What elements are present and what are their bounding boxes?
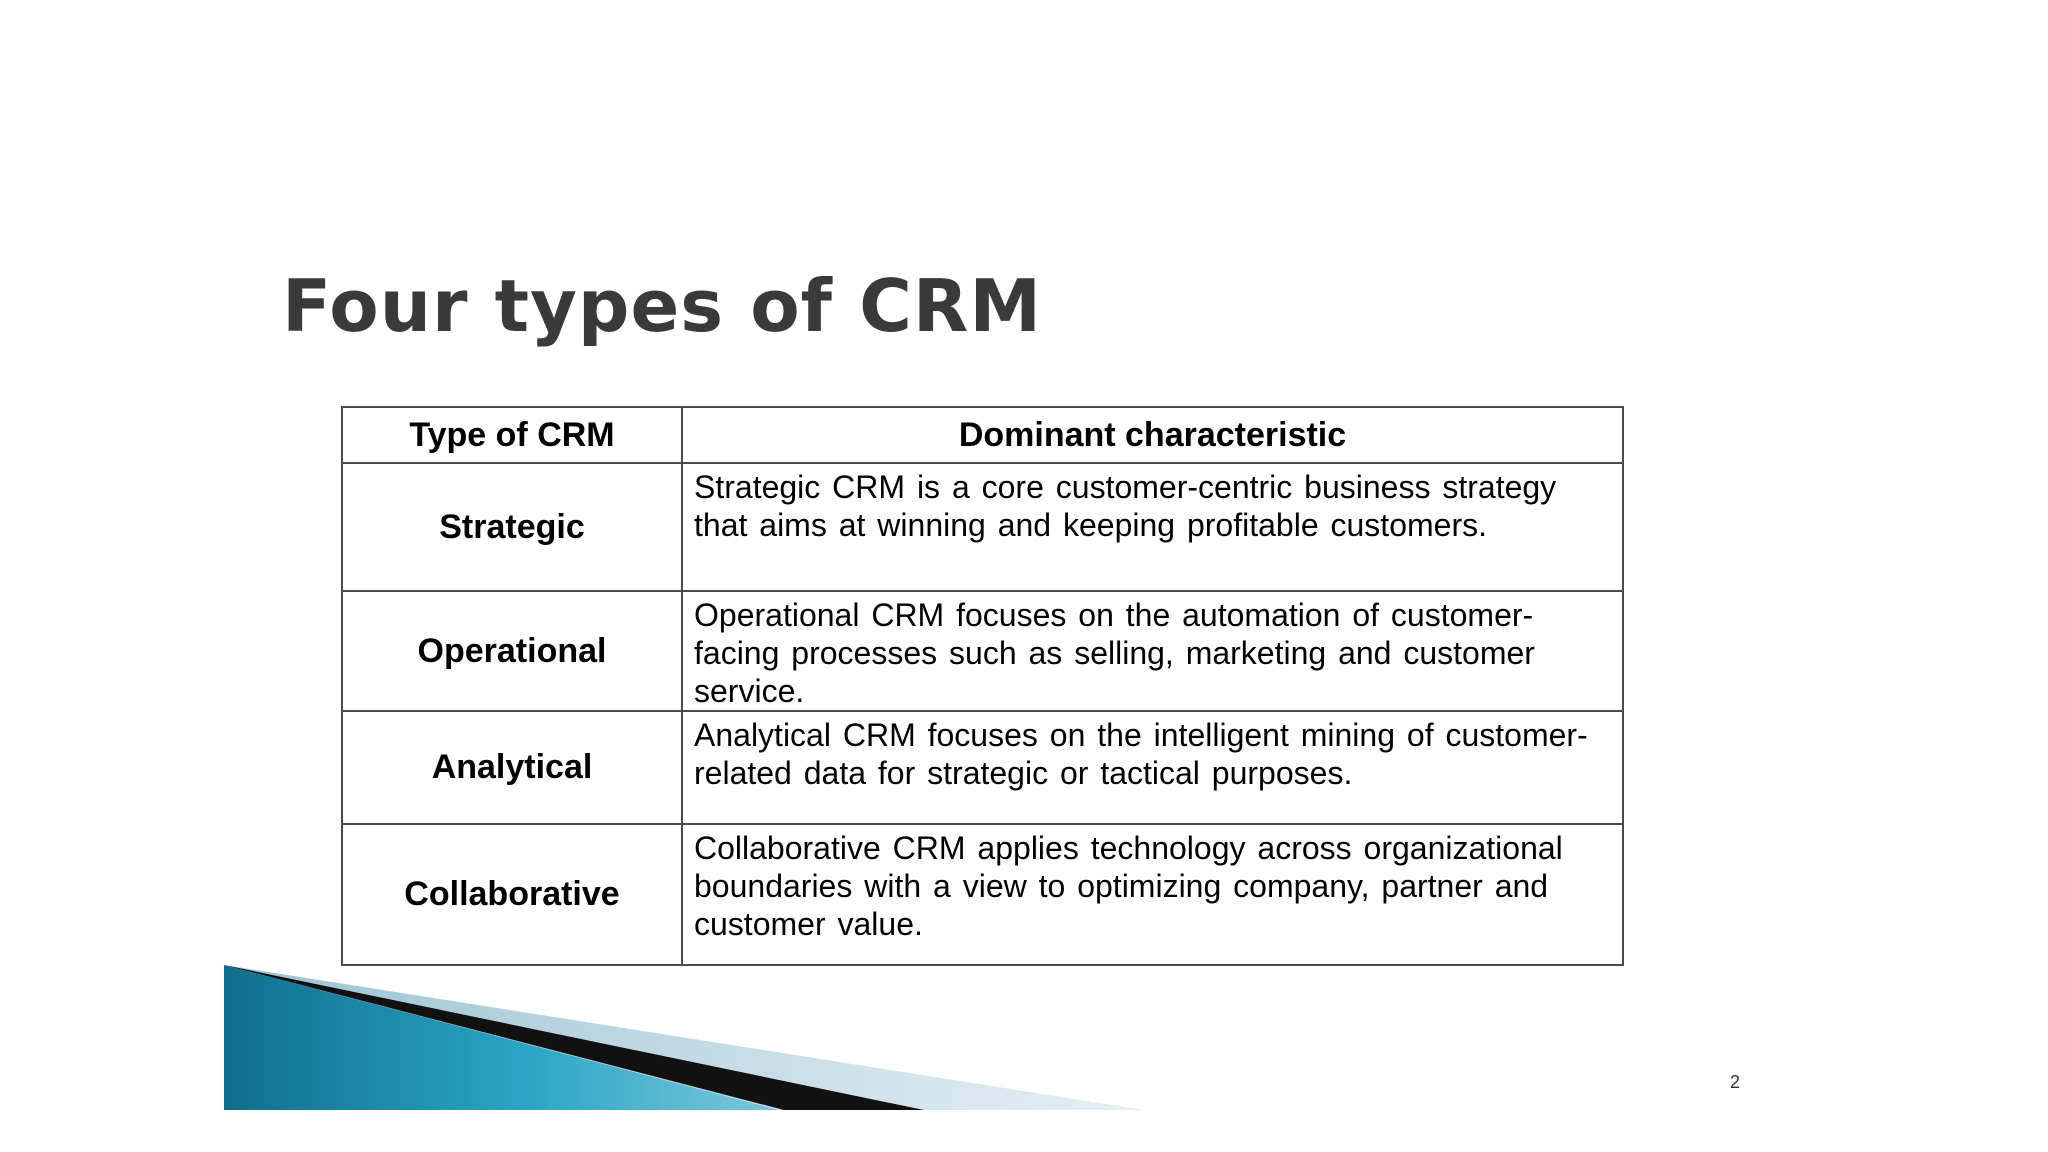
table-row [342,591,1623,711]
table-header-row [342,407,1623,463]
crm-type-cell: Strategic [342,463,682,591]
table-row [342,463,1623,591]
crm-type-cell: Collaborative [342,824,682,965]
crm-characteristic-cell: Analytical CRM focuses on the intelligent mining of customer-related data for strategic or tactical purposes. [682,711,1623,824]
crm-types-table [341,406,1624,966]
header-type-of-crm: Type of CRM [342,407,682,463]
crm-type-cell: Analytical [342,711,682,824]
crm-characteristic-cell: Operational CRM focuses on the automation of customer-facing processes such as selling, marketing and customer service. [682,591,1623,711]
page-number: 2 [1730,1072,1741,1092]
crm-characteristic-cell: Collaborative CRM applies technology across organizational boundaries with a view to optimizing company, partner and customer value. [682,824,1623,965]
crm-characteristic-cell: Strategic CRM is a core customer-centric business strategy that aims at winning and keeping profitable customers. [682,463,1623,591]
wedge-teal-shape [224,965,779,1110]
table-row [342,824,1623,965]
table-row [342,711,1623,824]
crm-type-cell: Operational [342,591,682,711]
header-dominant-characteristic: Dominant characteristic [682,407,1623,463]
decorative-wedge-graphic [224,965,1144,1110]
slide-title: Four types of CRM [282,264,1042,348]
